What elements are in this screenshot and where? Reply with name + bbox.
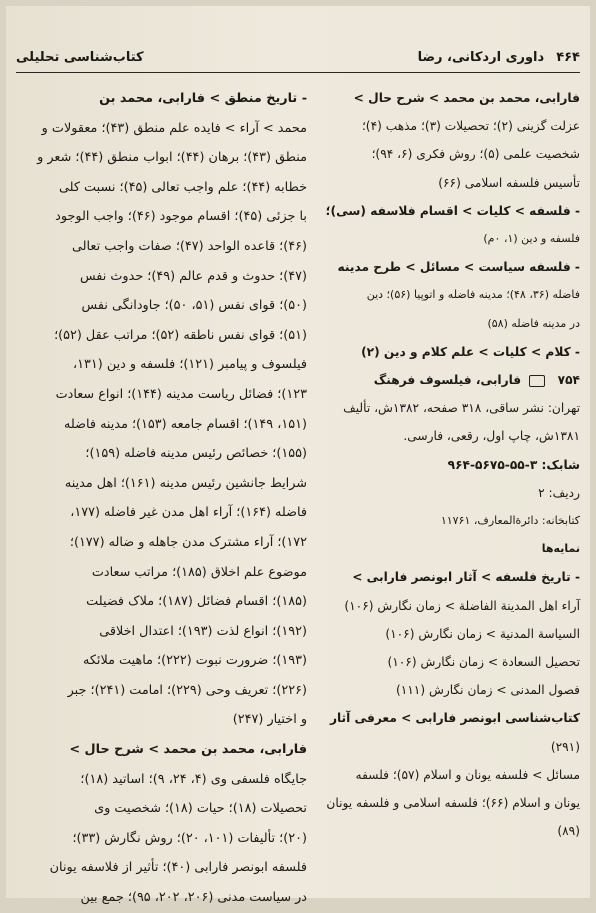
page-header (16, 42, 580, 73)
text-line: خطابه (۴۴)؛ علم واجب تعالی (۴۵)؛ نسبت کلی (58, 179, 307, 195)
text-line: فصول المدنی > زمان نگارش (۱۱۱) (395, 683, 580, 698)
page-number: ۴۶۴ (556, 49, 580, 65)
text-line: محمد > آراء > فایده علم منطق (۴۳)؛ معقولات و (41, 120, 307, 136)
entry-number: ۷۵۴ (557, 373, 580, 388)
text-line: (۱۸۵)؛ اقسام فضائل (۱۸۷)؛ ملاک فضیلت (86, 594, 307, 610)
text-line: السیاسة المدنیة > زمان نگارش (۱۰۶) (385, 626, 580, 641)
text-line: تأسیس فلسفه اسلامی (۶۶) (438, 175, 580, 190)
text-line: فاضله (۱۶۴)؛ آراء اهل مدن غیر فاضله (۱۷۷، (70, 505, 307, 521)
text-line: با جزئی (۴۵)؛ اقسام موجود (۴۶)؛ واجب الوجود (55, 209, 307, 225)
text-line: (۵۱)؛ قوای نفس ناطقه (۵۲)؛ مراتب عقل (۵۲)؛ (54, 327, 307, 343)
text-line: در مدینه فاضله (۵۸) (487, 316, 580, 330)
text-line: (۸۹) (557, 824, 580, 839)
text-line: (۱۹۲)؛ انواع لذت (۱۹۳)؛ اعتدال اخلاقی (99, 623, 307, 639)
text-line: - فلسفه > کلیات > اقسام فلاسفه (سی)؛ (325, 203, 580, 218)
text-line: (۲۹۱) (550, 739, 580, 754)
text-line: ۱۳۸۱ش، چاپ اول، رقعی، فارسی. (403, 429, 580, 444)
text-line: نمایه‌ها (541, 542, 580, 556)
text-line: - تاریخ فلسفه > آثار ابونصر فارابی > (352, 570, 580, 585)
text-line: - فلسفه سیاست > مسائل > طرح مدینه (337, 260, 580, 275)
text-line: - تاریخ منطق > فارابی، محمد بن (99, 91, 307, 106)
text-line: جایگاه فلسفی وی (۴، ۲۴، ۹)؛ اساتید (۱۸)؛ (80, 771, 307, 787)
text-line: عزلت گزینی (۲)؛ تحصیلات (۳)؛ مذهب (۴)؛ (361, 119, 580, 134)
left-column (12, 84, 307, 913)
text-line: فارابی، محمد بن محمد > شرح حال > (353, 91, 580, 105)
right-column (300, 84, 580, 845)
text-line: (۱۵۵)؛ خصائص رئیس مدینه فاضله (۱۵۹)؛ (85, 446, 307, 462)
running-head-title: کتاب‌شناسی تحلیلی (16, 49, 144, 65)
text-line: (۲۲۶)؛ تعریف وحی (۲۲۹)؛ امامت (۲۴۱)؛ جبر (67, 682, 307, 698)
text-line: کتاب‌شناسی ابونصر فارابی > معرفی آثار (329, 711, 580, 726)
text-line: - کلام > کلیات > علم کلام و دین (۲) (361, 344, 580, 359)
text-line: (۴۶)؛ قاعده الواحد (۴۷)؛ صفات واجب تعالی (71, 238, 307, 254)
text-line: منطق (۴۳)؛ برهان (۴۴)؛ ابواب منطق (۴۴)؛ شعر و (37, 150, 307, 166)
text-line: شخصیت علمی (۵)؛ روش فکری (۶، ۹۴)؛ (371, 147, 580, 162)
text-line: تحصیلات (۱۸)؛ حیات (۱۸)؛ شخصیت وی (94, 801, 307, 817)
text-line: تحصیل السعادة > زمان نگارش (۱۰۶) (387, 655, 580, 670)
text-line: تهران: نشر ساقی، ۳۱۸ صفحه، ۱۳۸۲ش، تألیف (343, 401, 580, 416)
text-line: فیلسوف و پیامبر (۱۲۱)؛ فلسفه و دین (۱۳۱، (73, 357, 307, 373)
entry-heading (300, 366, 580, 394)
text-line: فلسفه و دین (۱، ۰م) (483, 232, 580, 246)
text-line: (۱۵۱، ۱۴۹)؛ اقسام جامعه (۱۵۳)؛ مدینه فاضله (64, 416, 307, 432)
text-line: یونان و اسلام (۶۶)؛ فلسفه اسلامی و فلسفه یونان (326, 796, 580, 811)
text-line: آراء اهل المدینة الفاضلة > زمان نگارش (۱۰۶) (344, 598, 580, 613)
text-line: ردیف: ۲ (538, 485, 580, 500)
text-line: (۱۹۳)؛ ضرورت نبوت (۲۲۲)؛ ماهیت ملائکه (82, 653, 307, 669)
text-line: شرایط جانشین رئیس مدینه (۱۶۱)؛ اهل مدینه (64, 475, 307, 491)
text-line: مسائل > فلسفه یونان و اسلام (۵۷)؛ فلسفه (355, 767, 580, 782)
running-head-right (418, 50, 580, 65)
text-line: شابک: ۳-۵۵-۵۶۷۵-۹۶۴ (447, 457, 580, 472)
running-head-author: داوری اردکانی، رضا (417, 49, 545, 65)
text-line: ۱۷۲)؛ آراء مشترک مدن جاهله و ضاله (۱۷۷)؛ (69, 534, 307, 550)
book-icon (529, 375, 545, 387)
book-page (6, 6, 590, 906)
text-line: (۴۷)؛ حدوث و قدم عالم (۴۹)؛ حدوث نفس (79, 268, 307, 284)
text-line: (۵۰)؛ قوای نفس (۵۱، ۵۰)؛ جاودانگی نفس (81, 298, 307, 314)
text-line: در سیاست مدنی (۲۰۶، ۲۰۲، ۹۵)؛ جمع بین (80, 890, 307, 906)
text-line: (۲۰)؛ تألیفات (۱۰۱، ۲۰)؛ روش نگارش (۳۳)؛ (72, 830, 307, 846)
entry-title: فارابی، فیلسوف فرهنگ (373, 373, 522, 388)
text-line: و اختیار (۲۴۷) (232, 712, 307, 728)
text-line: موضوع علم اخلاق (۱۸۵)؛ مراتب سعادت (91, 564, 307, 580)
text-line: فارابی، محمد بن محمد > شرح حال > (69, 742, 307, 758)
text-line: فاضله (۳۶، ۴۸)؛ مدینه فاضله و اتوپیا (۵۶)؛ دین (366, 288, 580, 302)
text-line: کتابخانه: دائرة‌المعارف، ۱۱۷۶۱ (440, 514, 580, 528)
text-line: ۱۲۳)؛ فضائل ریاست مدینه (۱۴۴)؛ انواع سعادت (55, 386, 307, 402)
text-line: فلسفه ابونصر فارابی (۴۰)؛ تأثیر از فلاسفه یونان (49, 860, 307, 876)
